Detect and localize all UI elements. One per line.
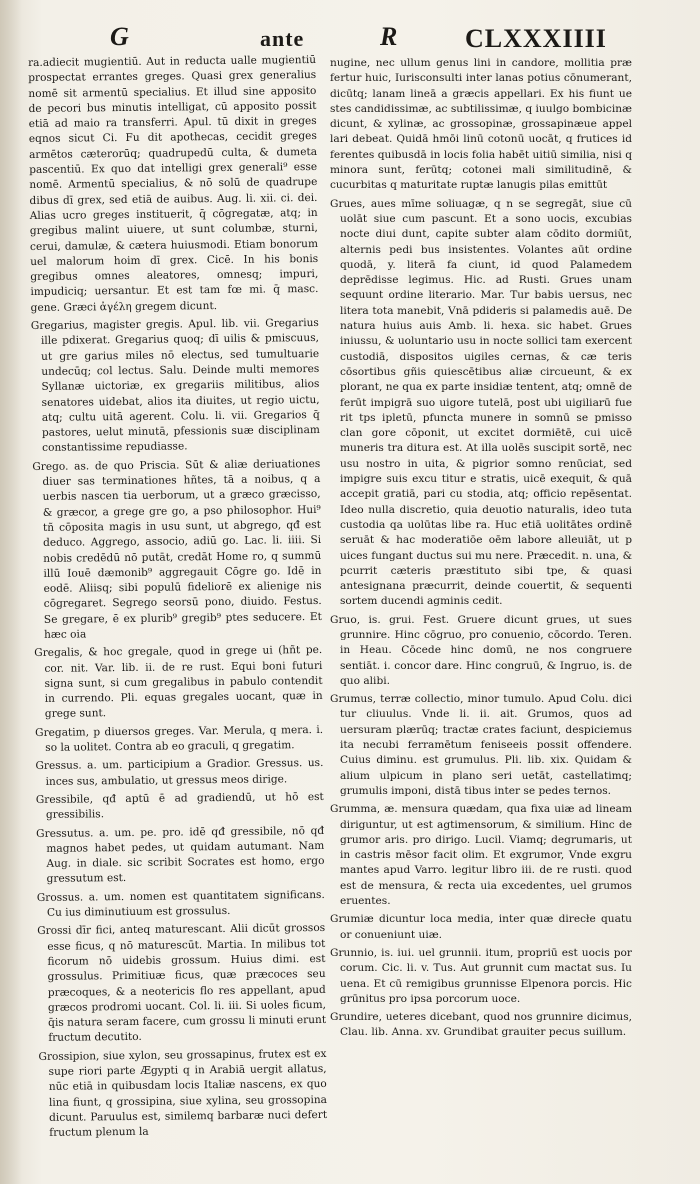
dictionary-entry: Grumiæ dicuntur loca media, inter quæ direcłe quatu or conueniunt uiæ.: [330, 913, 632, 941]
dictionary-entry: Grumma, æ. mensura quædam, qua fixa uiæ ad lineam diriguntur, ut est agtimensorum, & similium. Hinc de grumor aris. pro dirigo. Lucil. Viamq; degrumaris, ut in castris mēsor facit olim. Et exgrumor, Vnde exgru mantes apud Varro. legitur libro iii. de re rusti. quod est de mensura, & recta uia excedentes, uel grumos eruentes.: [330, 803, 632, 908]
dictionary-entry: Gregalis, & hoc gregale, quod in grege ui (hñt pe. cor. nit. Var. lib. ii. de re rust. Equi boni futuri signa sunt, si cum gregalibus in pabulo contendit in currendo. Pli. equas gregales uocant, quæ in grege sunt.: [34, 644, 323, 721]
dictionary-entry: Gressus. a. um. participium a Gradior. Gressus. us. inces sus, ambulatio, ut gressus meos dirige.: [35, 757, 324, 788]
dictionary-entry: Gregarius, magister gregis. Apul. lib. vii. Gregarius ille pdixerat. Gregarius quoq; dī uilis & pmiscuus, ut gre garius miles nō electus, sed tumultuarie undecūq; col lectus. Salu. Deinde multi memores Syllanæ uictoriæ, ex gregariis militibus, alios senatores uidebat, alios ita diuites, ut regio uictu, atq; cultu uitā agerent. Colu. li. vii. Gregarios q̄ pastores, uelut minutā, pfessionis suæ disciplinam constantissime repudiasse.: [30, 317, 320, 455]
dictionary-entry: Grumus, terræ collectio, minor tumulo. Apud Colu. dici tur cliuulus. Vnde li. ii. ait. Grumos, quos ad uersuram plærūq; tractæ crates faciunt, despiciemus ita necubi ferramētum feniseeis possit offendere. Cuius diminu. est grumulus. Pli. lib. xix. Quidam & alium ulpicum in plano seri uetāt, castellatimq; grumulis imponi, distā tibus inter se pedes ternos.: [330, 693, 632, 797]
text-paragraph: ra.adiecit mugientiū. Aut in reducta ualle mugientiū prospectat errantes greges. Quasi grex generalius nomē sit armentū specialius. Et illud sine apposito de pecori bus minutis intelligat, cū apposito possit etiā ad maio ra transferri. Apul. tū dixit in greges eqnos sicut Ci. Fu dit apothecas, cecidit greges armētos cæterorūq; quadrupedū culta, & dumeta pascentiū. Ex quo dat intelligi grex generali⁹ esse nomē. Armentū specialius, & nō solū de quadrupe dibus dī grex, sed etiā de auibus. Aug. li. xii. ci. dei. Alias ucro greges instituerit, q̄ cōgregatæ, atq; in gregibus malint uiuere, ut sunt columbæ, sturni, cerui, damulæ, & cætera huiusmodi. Etiam bonorum uel malorum hoim dī grex. Cicē. In his bonis gregibus omnes aleatores, omnesq; impuri, impudiciq; uersantur. Et est tam fœ mi. q̄ masc. gene. Græci ἀγέλη gregem dicunt.: [28, 53, 319, 314]
dictionary-entry: Grego. as. de quo Priscia. Sūt & aliæ deriuationes diuer sas terminationes hñtes, tā a noibus, q a uerbis nascen tia uerborum, ut a græco græcisso, & græcor, a grege gre go, a pso philosophor. Hui⁹ tñ cōposita magis in usu sunt, ut abgrego, qđ est deduco. Aggrego, associo, adiū go. Lac. li. iiii. Si nobis credēdū nō putāt, credāt Home ro, q summū illū Iouē dæmonib⁹ aggregauit Cōgre go. Idē in eodē. Aliisq; sibi populū fideliorē ex alienige nis cōgregaret. Segrego seorsū pono, diuido. Festus. Se gregare, ē ex plurib⁹ gregib⁹ ptes seducere. Et hæc oia: [32, 457, 322, 641]
dictionary-entry: Grossipion, siue xylon, seu grossapinus, frutex est ex supe riori parte Ægypti q in Arabiā uergit allatus, nūc etiā in quibusdam locis Italiæ nascens, ex quo lina fiunt, q grossipina, siue xylina, seu grossopina dicunt. Paruulus est, similemq barbaræ nuci defert fructum plenum la: [38, 1047, 328, 1140]
running-head-right-mark: R: [380, 22, 398, 51]
dictionary-entry: Gruo, is. grui. Fest. Gruere dicunt grues, ut sues grunnire. Hinc cōgruo, pro conuenio, cōcordo. Teren. in Heau. Cōcede hinc domū, ne nos congruere sentiāt. i. concor dare. Hinc congruū, & Ingruo, is. de quo alibi.: [330, 613, 632, 687]
dictionary-entry: Grossi dīr fici, anteq maturescant. Alii dicūt grossos esse ficus, q nō maturescūt. Martia. In milibus tot ficorum nō uidebis grossum. Huius dimi. est grossulus. Primitiuæ ficus, quæ præcoces seu præcoques, & a neotericis flo res appellant, apud græcos prodromi uocant. Col. li. iii. Si uoles ficum, q̄is natura seram facere, cum grossu li minuti erunt fructum decutito.: [37, 922, 327, 1045]
running-head-word: ante: [260, 26, 305, 51]
folio-number: CLXXXIIII: [465, 24, 607, 53]
running-head: [110, 18, 630, 58]
dictionary-entry: Gressibile, qđ aptū ē ad gradiendū, ut hō est gressibilis.: [35, 790, 324, 822]
dictionary-entry: Grossus. a. um. nomen est quantitatem significans. Cu ius diminutiuum est grossulus.: [36, 888, 325, 919]
dictionary-entry: Grues, aues mīme soliuagæ, q n se segregāt, siue cū uolāt siue cum pascunt. Et a sono uocis, excubias nocte diui dunt, capite subter alam cōdito dormiūt, alternis pedi bus insistentes. Volantes aūt ordine quodā, y. literā fa ciunt, id quod Palamedem deprēdisse legimus. Hic. ad Rusti. Grues unam sequunt ordine literario. Mar. Tur babis uersus, nec litera tota manebit, Vnā pdideris si palamedis auē. De natura huius auis Amb. li. hexa. sic habet. Grues iniussu, & uoluntario usu in nocte sollici tam exercent custodiā, dispositos uigiles cernas, & cæ teris cōsortibus gñis quiescētibus aliæ circueunt, & ex plorant, ne qua ex parte insidiæ tentent, atq; omnē de ferūt impigrā suo uigore tutelā, post ubi uigiliarū fue rit tps ipletū, pfuncta munere in somnū se pmisso clan gore cōponit, ut excitet dormiētē, cui uicē muneris tra ditura est. At illa uolēs suscipit sortē, nec usu nostro in uita, & pigrior somno renūciat, sed impigre suis excu titur e stratis, uicē exequit, & quā accepit gratiā, pari cu stodia, atq; officio repēsentat. Ideo nulla discretio, quia deuotio naturalis, ideo tuta custodia qa uolūtas libe ra. Huc etiā uolitātes ordinē seruāt & hac moderatiōe oēm labore alleuiāt, ut p uices fungant ductus sui mu nere. Præcedit. n. una, & pcurrit cæteris præstituto sibi tpe, & quasi antesignana præcurrit, deinde couertit, & sequenti sortem ducendi agminis cedit.: [330, 197, 632, 608]
dictionary-entry: Grunnio, is. iui. uel grunnii. itum, propriū est uocis por corum. Cic. li. v. Tus. Aut grunnit cum mactat sus. Iu uena. Et cū remigibus grunnisse Elpenora porcis. Hic grūnitus pro ipsa porcorum uoce.: [330, 946, 632, 1005]
dictionary-entry: Gressutus. a. um. pe. pro. idē qđ gressibile, nō qđ magnos habet pedes, ut quidam autumant. Nam Aug. in diale. sic scribit Socrates est homo, ergo gressutum est.: [36, 824, 325, 886]
dictionary-entry: Grundire, ueteres dicebant, quod nos grunnire dicimus, Clau. lib. Anna. xv. Grundibat grauiter pecus suillum.: [330, 1011, 632, 1039]
right-text-column: [330, 56, 632, 1044]
page-gutter-shadow: [0, 0, 22, 1184]
left-text-column: [28, 53, 327, 1144]
dictionary-entry: Gregatim, p diuersos greges. Var. Merula, q mera. i. so la uolitet. Contra ab eo graculi, q gregatim.: [35, 723, 324, 754]
text-paragraph: nugine, nec ullum genus lini in candore, mollitia præ fertur huic, Iurisconsulti inter lanas potius cōnumerant, dicūtq; lanam lineā a græcis appellari. Ex his fiunt ue stes candidissimæ, ac subtilissimæ, q iuulgo bombicinæ dicunt, & xylinæ, ac grossopinæ, grossapinæue appel lari debeat. Quidā hmōi linū cotonū uocāt, q frutices id ferentes quibusdā in locis folia habēt uitiū similia, nisi q minora sunt, ferūtq; cotonei mali similitudinē, & cucurbitas q maturitate ruptæ lanugis pilas emittūt: [330, 57, 632, 192]
running-head-left-mark: G: [110, 22, 129, 51]
